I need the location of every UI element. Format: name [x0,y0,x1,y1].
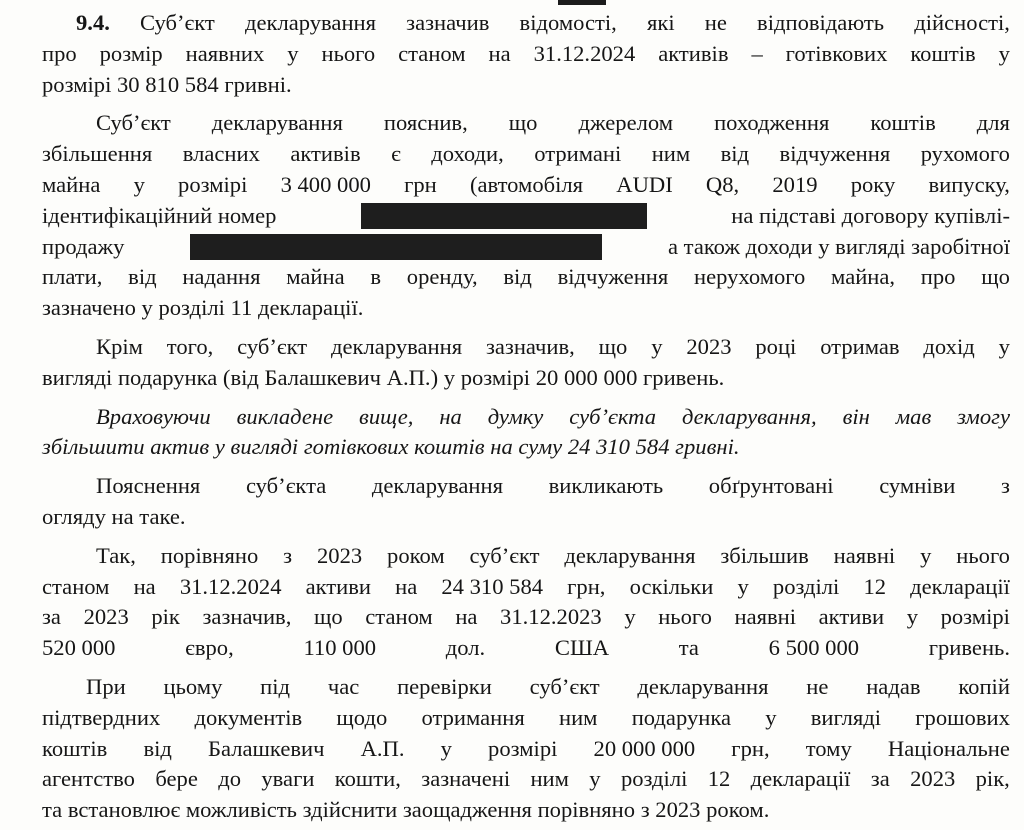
text-line: збільшення власних активів є доходи, отримані ним від відчуження рухомого [42,141,1010,167]
paragraph-conclusion [42,672,1010,826]
text-line: коштів від Балашкевич А.П. у розмірі 20 000 000 грн, тому Національне [42,735,1010,761]
text-line: за 2023 рік зазначив, що станом на 31.12.2023 у нього наявні активи у розмірі [42,604,1010,630]
redaction-bar [190,234,602,260]
text-line: збільшити актив у вигляді готівкових коштів на суму 24 310 584 гривні. [42,434,740,460]
text-line: Суб’єкт декларування пояснив, що джерелом походження коштів для [96,110,1010,136]
text-line: 9.4. Суб’єкт декларування зазначив відомості, які не відповідають дійсності, [42,8,1010,39]
text-line: ідентифікаційний номер на підставі договору купівлі- [42,202,1010,228]
text-line: огляду на таке. [42,503,186,529]
document-body [42,8,1010,826]
text-line: Пояснення суб’єкта декларування викликають обґрунтовані сумніви з [96,473,1010,499]
redaction-bar [361,203,647,229]
text-line: Враховуючи викладене вище, на думку суб’єкта декларування, він мав змогу [96,403,1010,429]
text-line: продажу а також доходи у вигляді заробітної [42,233,1010,259]
text-line: та встановлює можливість здійснити заощадження порівняно з 2023 роком. [42,797,770,823]
text-line: підтвердних документів щодо отримання ним подарунка у вигляді грошових [42,704,1010,730]
text-line: про розмір наявних у нього станом на 31.12.2024 активів – готівкових коштів у [42,40,1010,66]
paragraph-doubts [42,471,1010,533]
text-line: 520 000 євро, 110 000 дол. США та 6 500 000 гривень. [42,635,1010,661]
section-9-4 [42,8,1010,100]
text-line: агентство бере до уваги кошти, зазначені ним у розділі 12 декларації за 2023 рік, [42,766,1010,792]
paragraph-comparison [42,541,1010,664]
text-line: розмірі 30 810 584 гривні. [42,71,292,97]
text-line: Крім того, суб’єкт декларування зазначив, що у 2023 році отримав дохід у [96,333,1010,359]
text-line: станом на 31.12.2024 активи на 24 310 584 грн, оскільки у розділі 12 декларації [42,573,1010,599]
paragraph-gift [42,332,1010,394]
text-line: вигляді подарунка (від Балашкевич А.П.) у розмірі 20 000 000 гривень. [42,364,725,390]
text-line: При цьому під час перевірки суб’єкт декларування не надав копій [86,673,1010,699]
paragraph-explanation [42,108,1010,324]
text-line: майна у розмірі 3 400 000 грн (автомобіля AUDI Q8, 2019 року випуску, [42,171,1010,197]
section-number: 9.4. [76,10,110,35]
text-line: плати, від надання майна в оренду, від відчуження нерухомого майна, про що [42,264,1010,290]
paragraph-italic-claim [42,402,1010,464]
text-line: Так, порівняно з 2023 роком суб’єкт декларування збільшив наявні у нього [96,542,1010,568]
text-line: зазначено у розділі 11 декларації. [42,295,364,321]
scan-artifact [558,0,606,5]
